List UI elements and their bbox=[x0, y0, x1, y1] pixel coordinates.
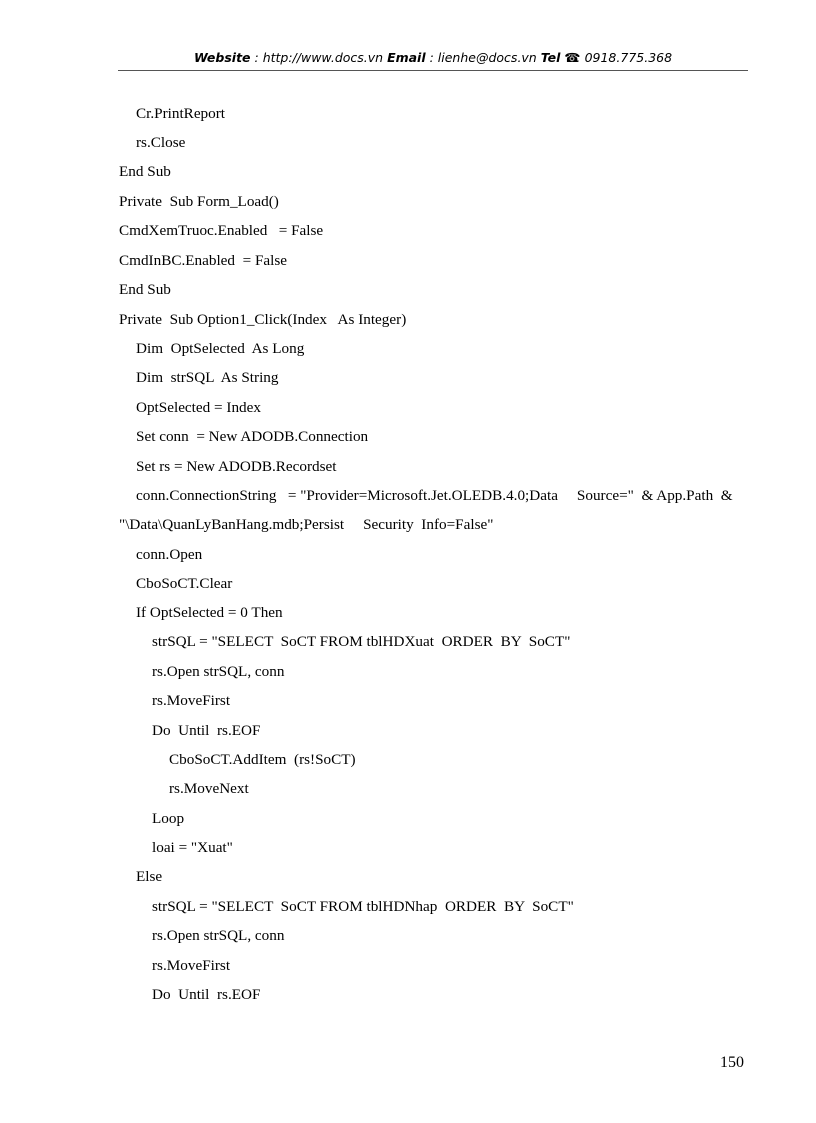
code-line: CmdXemTruoc.Enabled = False bbox=[119, 222, 324, 239]
code-line: rs.Close bbox=[136, 134, 186, 151]
code-line: Do Until rs.EOF bbox=[152, 722, 261, 739]
header-divider bbox=[118, 70, 748, 71]
email-label: Email bbox=[387, 50, 426, 65]
code-line: Dim OptSelected As Long bbox=[136, 340, 305, 357]
code-line: strSQL = "SELECT SoCT FROM tblHDXuat ORDER BY SoCT" bbox=[152, 633, 571, 650]
code-line: rs.Open strSQL, conn bbox=[152, 663, 285, 680]
website-value: : http://www.docs.vn bbox=[250, 50, 388, 65]
code-line: Else bbox=[136, 868, 163, 885]
page-number: 150 bbox=[720, 1054, 744, 1071]
tel-value: : 0918.775.368 bbox=[576, 50, 673, 65]
code-line: "\Data\QuanLyBanHang.mdb;Persist Security Info=False" bbox=[119, 516, 494, 533]
code-line: Set conn = New ADODB.Connection bbox=[136, 428, 369, 445]
code-line: strSQL = "SELECT SoCT FROM tblHDNhap ORDER BY SoCT" bbox=[152, 898, 574, 915]
code-line: Cr.PrintReport bbox=[136, 105, 226, 122]
code-line: rs.MoveFirst bbox=[152, 957, 231, 974]
code-line: Loop bbox=[152, 810, 185, 827]
code-line: CmdInBC.Enabled = False bbox=[119, 252, 288, 269]
code-line: CboSoCT.Clear bbox=[136, 575, 233, 592]
code-line: rs.MoveNext bbox=[169, 780, 249, 797]
code-line: loai = "Xuat" bbox=[152, 839, 233, 856]
code-line: Private Sub Form_Load() bbox=[119, 193, 279, 210]
email-value: : lienhe@docs.vn bbox=[425, 50, 541, 65]
tel-label: Tel bbox=[540, 50, 561, 65]
page-header bbox=[118, 50, 748, 70]
code-line: OptSelected = Index bbox=[136, 399, 261, 416]
code-line: conn.Open bbox=[136, 546, 203, 563]
website-label: Website bbox=[193, 50, 251, 65]
code-line: rs.Open strSQL, conn bbox=[152, 927, 285, 944]
code-line: End Sub bbox=[119, 163, 171, 180]
phone-icon: ☎ bbox=[564, 50, 580, 65]
code-line: Do Until rs.EOF bbox=[152, 986, 261, 1003]
code-line: If OptSelected = 0 Then bbox=[136, 604, 283, 621]
code-line: Set rs = New ADODB.Recordset bbox=[136, 458, 337, 475]
code-line: conn.ConnectionString = "Provider=Microsoft.Jet.OLEDB.4.0;Data Source=" & App.Path & bbox=[136, 487, 733, 504]
code-line: CboSoCT.AddItem (rs!SoCT) bbox=[169, 751, 356, 768]
code-line: Private Sub Option1_Click(Index As Integer) bbox=[119, 311, 407, 328]
code-line: End Sub bbox=[119, 281, 171, 298]
code-line: rs.MoveFirst bbox=[152, 692, 231, 709]
code-line: Dim strSQL As String bbox=[136, 369, 279, 386]
